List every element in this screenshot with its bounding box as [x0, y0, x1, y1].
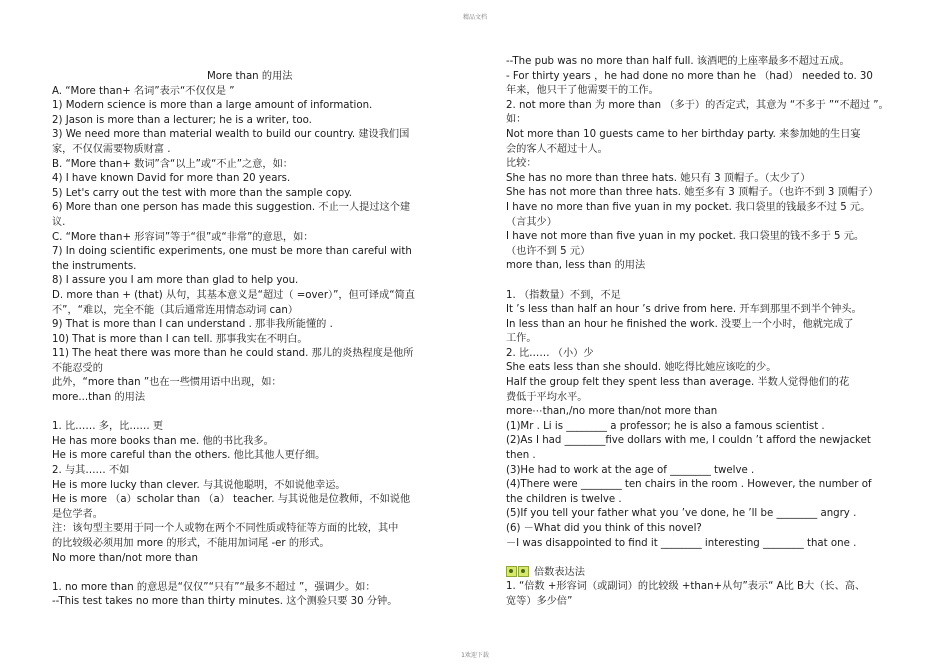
text-line: 2. not more than 为 more than （多于）的否定式，其意为 “不多于 ”“不超过 ”。 — [506, 99, 889, 111]
text-line: 如： — [506, 114, 527, 126]
text-line: He is more lucky than clever. 与其说他聪明，不如说他幸运。 — [52, 479, 346, 491]
text-line: 工作。 — [506, 333, 537, 345]
text-line: She has not more than three hats. 她至多有 3 顶帽子。（也许不到 3 顶帽子） — [506, 187, 879, 199]
text-line — [52, 566, 452, 581]
text-line: 注：该句型主要用于同一个人或物在两个不同性质或特征等方面的比较，其中 — [52, 523, 399, 535]
text-line: A. “More than+ 名词”表示“不仅仅是 ” — [52, 85, 235, 97]
text-line: 不”，“难以，完全不能（其后通常连用情态动词 can） — [52, 304, 299, 316]
text-line: 年来，他只干了他需要干的工作。 — [506, 85, 659, 97]
text-line: the instruments. — [52, 260, 137, 272]
text-line: the children is twelve . — [506, 493, 622, 505]
text-line: C. “More than+ 形容词”等于“很”或“非常”的意思，如： — [52, 231, 314, 243]
text-line: --The pub was no more than half full. 该酒吧的上座率最多不超过五成。 — [506, 56, 850, 67]
flower-icon — [506, 566, 517, 577]
text-line: He has more books than me. 他的书比我多。 — [52, 435, 274, 447]
text-line: - For thirty years ，he had done no more than he （had） needed to. 30 — [506, 70, 873, 82]
text-line — [506, 274, 901, 289]
text-line: She eats less than she should. 她吃得比她应该吃的少。 — [506, 362, 777, 374]
text-line: 家，不仅仅需要物质财富 . — [52, 143, 171, 155]
text-line: 6) More than one person has made this suggestion. 不止一人提过这个建 — [52, 202, 411, 214]
text-line: He is more careful than the others. 他比其他人更仔细。 — [52, 450, 326, 462]
text-line: 2. 比…… （小）少 — [506, 347, 594, 359]
section-flower-icon — [506, 566, 530, 581]
text-line: 比较： — [506, 158, 537, 170]
text-line — [52, 406, 452, 421]
text-line: She has no more than three hats. 她只有 3 顶帽子。（太少了） — [506, 172, 811, 184]
text-line: (5)If you tell your father what you ’ve done, he ’ll be ________ angry . — [506, 508, 857, 520]
text-line: He is more （a）scholar than （a） teacher. 与其说他是位教师，不如说他 — [52, 494, 411, 506]
text-line — [506, 566, 901, 581]
text-line: --This test takes no more than thirty minutes. 这个测验只要 30 分钟。 — [52, 596, 398, 608]
text-line: 2) Jason is more than a lecturer; he is a writer, too. — [52, 114, 312, 126]
text-line: In less than an hour he finished the work. 没要上一个小时，他就完成了 — [506, 318, 854, 330]
text-line: 议. — [52, 216, 66, 228]
text-line: （也许不到 5 元） — [506, 245, 591, 257]
text-line: more⋯than,/no more than/not more than — [506, 406, 718, 418]
text-line: Not more than 10 guests came to her birthday party. 来参加她的生日宴 — [506, 128, 861, 140]
header-note: 精品文档 — [462, 14, 487, 21]
footer-note: 1欢迎下载 — [461, 652, 489, 659]
text-line: (4)There were ________ ten chairs in the room . However, the number of — [506, 479, 872, 491]
text-line: Half the group felt they spent less than average. 半数人觉得他们的花 — [506, 377, 850, 389]
text-line: 10) That is more than I can tell. 那事我实在不明白。 — [52, 333, 308, 345]
text-line: It ’s less than half an hour ’s drive from here. 开车到那里不到半个钟头。 — [506, 304, 862, 316]
text-line: (3)He had to work at the age of ________ twelve . — [506, 464, 755, 476]
text-line: 9) That is more than I can understand . 那非我所能懂的 . — [52, 319, 333, 331]
text-line: More than 的用法 — [207, 71, 293, 82]
text-line: 8) I assure you I am more than glad to help you. — [52, 275, 299, 287]
text-line: 1. 比…… 多，比…… 更 — [52, 421, 164, 433]
text-line: I have not more than five yuan in my pocket. 我口袋里的钱不多于 5 元。 — [506, 231, 865, 243]
text-line: 宽等）多少倍” — [506, 595, 573, 607]
text-line: 5) Let's carry out the test with more than the sample copy. — [52, 187, 353, 199]
text-line: D. more than + (that) 从句，其基本意义是“超过（ =over）”，但可译成“简直 — [52, 289, 415, 301]
section-heading: 倍数表达法 — [534, 566, 585, 578]
text-line — [506, 551, 901, 566]
text-line: 此外，“more than ”也在一些惯用语中出现，如： — [52, 377, 282, 389]
text-line: 1. （指数量）不到，不足 — [506, 289, 621, 301]
text-line: B. “More than+ 数词”含“以上”或“不止”之意，如： — [52, 158, 293, 170]
text-line: 费低于平均水平。 — [506, 391, 588, 403]
text-line: 的比较级必须用加 more 的形式，不能用加词尾 -er 的形式。 — [52, 538, 330, 549]
text-line: more than, less than 的用法 — [506, 260, 646, 272]
text-line: No more than/not more than — [52, 552, 199, 564]
text-line: （言其少） — [506, 216, 557, 228]
left-column — [52, 70, 452, 610]
text-line: 1. no more than 的意思是“仅仅”“只有”“最多不超过 ”，强调少。如： — [52, 581, 376, 593]
text-line: 3) We need more than material wealth to build our country. 建设我们国 — [52, 129, 410, 141]
text-line: 会的客人不超过十人。 — [506, 143, 608, 155]
text-line: I have no more than five yuan in my pocket. 我口袋里的钱最多不过 5 元。 — [506, 201, 871, 213]
text-line: 1. “倍数 +形容词（或副词）的比较级 +than+从句”表示“ A比 B大（长、高、 — [506, 581, 866, 593]
text-line: more...than 的用法 — [52, 392, 146, 404]
text-line: 11) The heat there was more than he could stand. 那儿的炎热程度是他所 — [52, 348, 414, 360]
text-line: (6) －What did you think of this novel? — [506, 523, 702, 534]
text-line: 不能忍受的 — [52, 362, 103, 374]
text-line: 4) I have known David for more than 20 years. — [52, 173, 291, 185]
text-line: －I was disappointed to find it ________ interesting ________ that one . — [506, 537, 857, 549]
text-line: (1)Mr . Li is ________ a professor; he is also a famous scientist . — [506, 420, 825, 432]
text-line: 7) In doing scientific experiments, one must be more than careful with — [52, 246, 412, 258]
text-line: then . — [506, 450, 536, 462]
text-line: 2. 与其…… 不如 — [52, 465, 130, 477]
flower-icon — [518, 566, 529, 577]
text-line: 1) Modern science is more than a large amount of information. — [52, 100, 373, 112]
text-line: (2)As I had ________five dollars with me, I couldn ’t afford the newjacket — [506, 435, 871, 447]
right-column — [506, 55, 901, 610]
text-line: 是位学者。 — [52, 508, 103, 520]
